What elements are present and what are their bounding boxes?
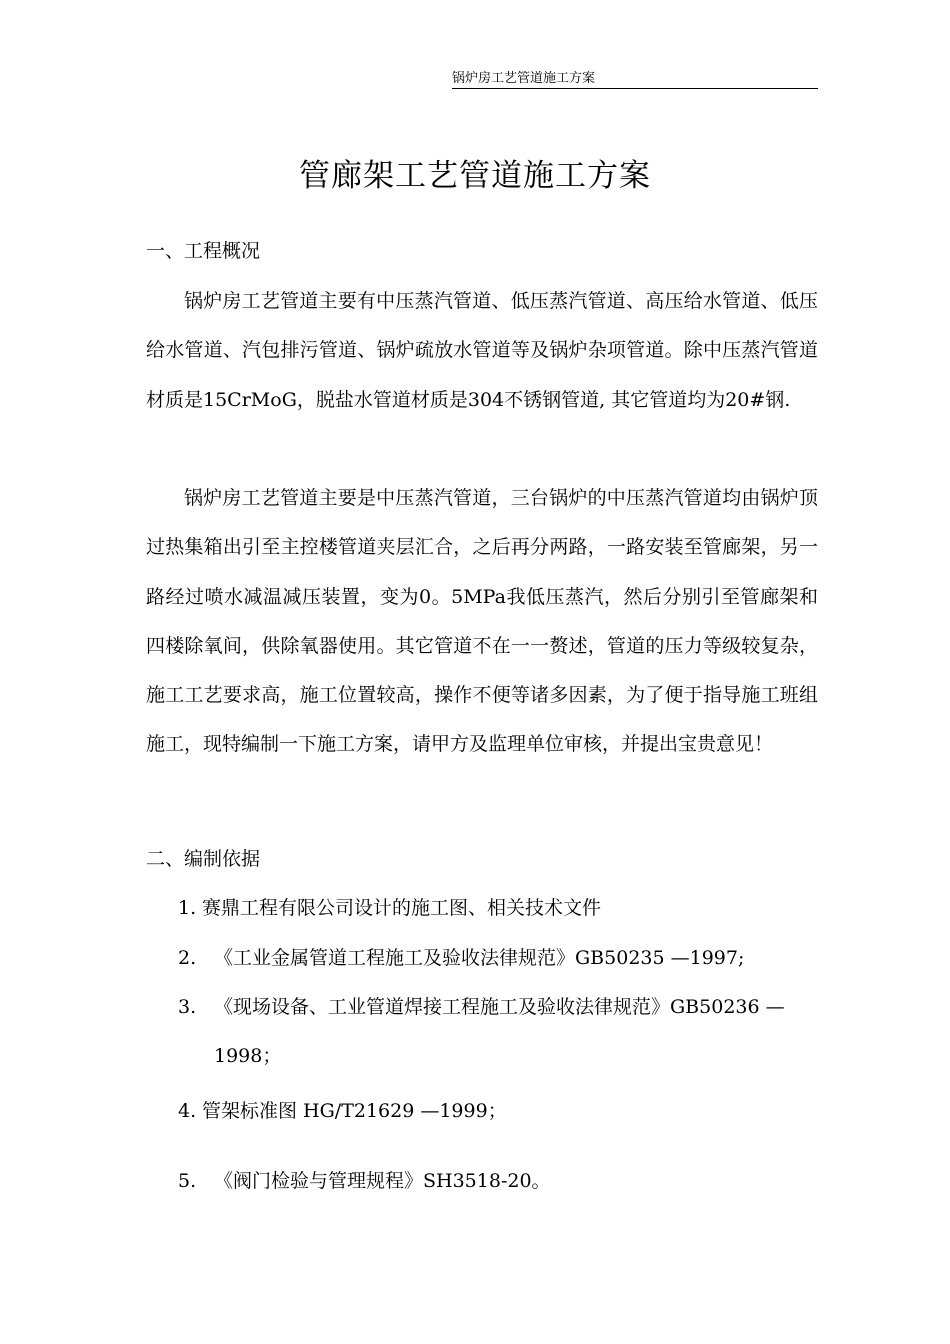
section-heading-basis: 二、编制依据: [146, 848, 261, 870]
running-header: 锅炉房工艺管道施工方案: [452, 70, 818, 89]
reference-number: 1.: [178, 897, 197, 919]
reference-item: [178, 1157, 818, 1206]
reference-text: 《现场设备、工业管道焊接工程施工及验收法律规范》GB50236 —1998；: [214, 996, 785, 1067]
reference-text: 《工业金属管道工程施工及验收法律规范》GB50235 —1997;: [214, 947, 745, 969]
page-title: 管廊架工艺管道施工方案: [299, 158, 651, 194]
reference-number: 2.: [178, 947, 197, 969]
reference-item: [178, 1087, 818, 1136]
reference-number: 3.: [178, 996, 197, 1018]
reference-text: 赛鼎工程有限公司设计的施工图、相关技术文件: [202, 897, 602, 919]
reference-number: 5.: [178, 1170, 197, 1192]
reference-text: 管架标准图 HG/T21629 —1999；: [202, 1100, 507, 1122]
section-heading-overview: 一、工程概况: [146, 240, 261, 262]
overview-paragraph-2: 锅炉房工艺管道主要是中压蒸汽管道，三台锅炉的中压蒸汽管道均由锅炉顶过热集箱出引至主控楼管道夹层汇合，之后再分两路，一路安装至管廊架，另一路经过喷水减温减压装置，变为0。5MPa我低压蒸汽，然后分别引至管廊架和四楼除氧间，供除氧器使用。其它管道不在一一赘述，管道的压力等级较复杂，施工工艺要求高，施工位置较高，操作不便等诸多因素，为了便于指导施工班组施工，现特编制一下施工方案，请甲方及监理单位审核，并提出宝贵意见！: [146, 487, 818, 756]
reference-item: [178, 884, 818, 933]
reference-text: 《阀门检验与管理规程》SH3518-20。: [214, 1170, 551, 1192]
reference-item: [178, 934, 818, 983]
reference-item: [178, 983, 818, 1081]
overview-paragraph-1: 锅炉房工艺管道主要有中压蒸汽管道、低压蒸汽管道、高压给水管道、低压给水管道、汽包排污管道、锅炉疏放水管道等及锅炉杂项管道。除中压蒸汽管道材质是15CrMoG，脱盐水管道材质是304不锈钢管道, 其它管道均为20#钢.: [146, 290, 818, 411]
reference-number: 4.: [178, 1100, 197, 1122]
